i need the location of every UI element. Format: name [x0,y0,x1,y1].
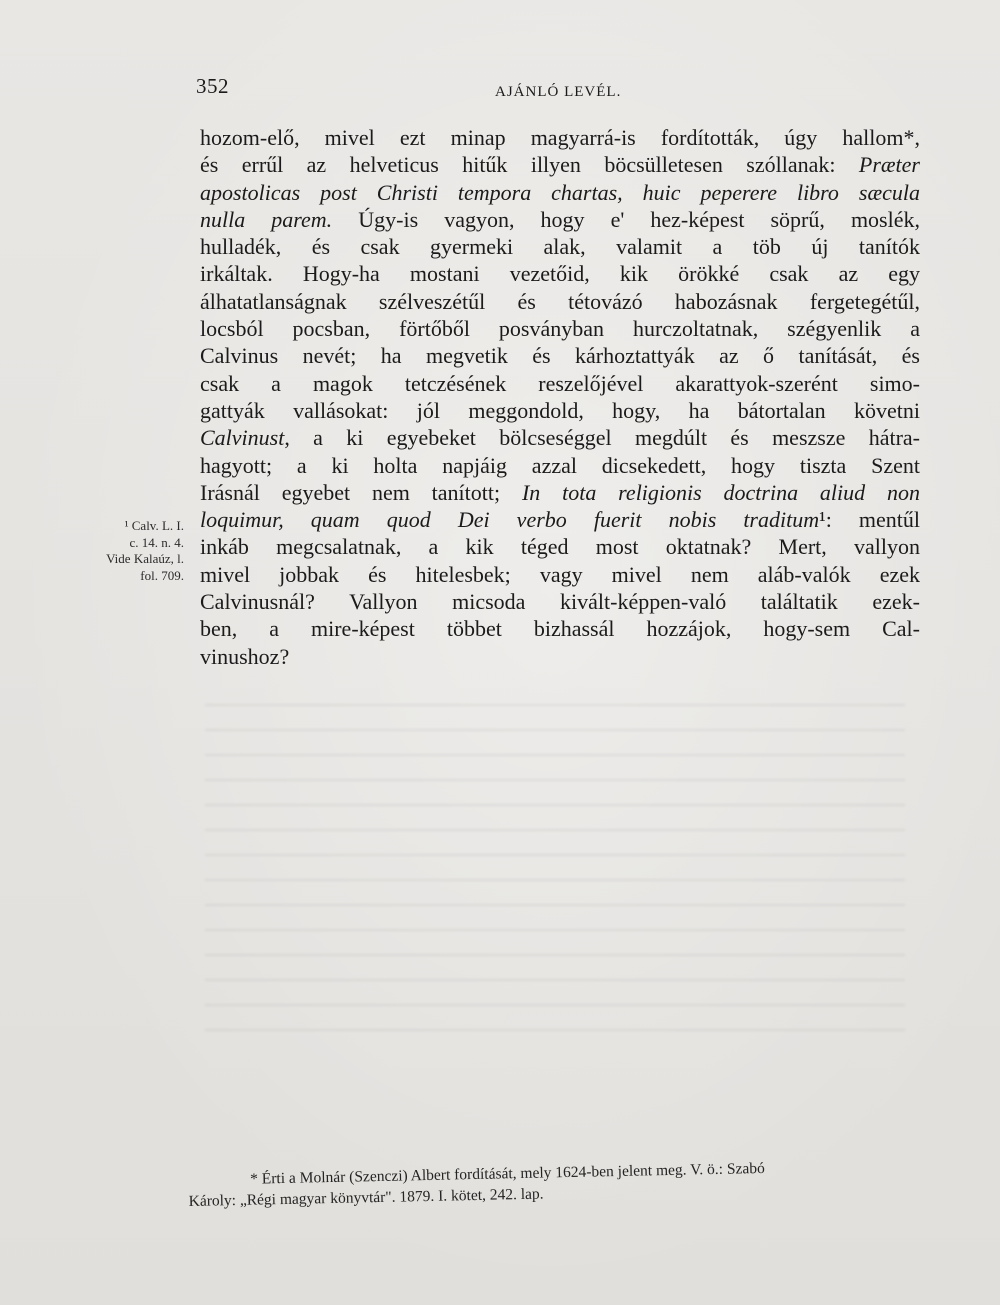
main-text-block [200,124,920,670]
text-line [200,479,920,506]
show-through-text [205,690,905,1050]
text-line [200,206,920,233]
text-segment: hozom-elő, mivel ezt minap magyarrá-is fordították, úgy hallom*, [200,125,920,150]
text-segment: hagyott; a ki holta napjáig azzal dicsekedett, hogy tiszta Szent [200,452,920,478]
text-segment: apostolicas post Christi tempora chartas, huic peperere libro sæcula [200,179,920,205]
text-line [200,342,920,369]
text-segment: Præter [858,152,920,178]
text-segment: locsból pocsban, förtőből posványban hurczoltatnak, szégyenlik a [200,316,920,342]
footnote [188,1155,909,1212]
text-line [200,506,920,533]
text-line [200,124,920,151]
text-line [200,151,920,178]
page-number: 352 [196,74,229,98]
text-segment: hulladék, és csak gyermeki alak, valamit a töb új tanítók [200,234,920,260]
margin-note-line: ¹ Calv. L. I. [124,518,184,533]
text-segment: Calvinus nevét; ha megvetik és kárhoztattyák az ő tanítását, és [200,343,920,369]
margin-note-line: c. 14. n. 4. [129,534,184,550]
text-segment: loquimur, quam quod Dei verbo fuerit nobis traditum [200,507,820,533]
text-segment: Irásnál egyebet nem tanított; [200,479,522,505]
margin-note-line: Vide Kalaúz, l. [106,551,184,566]
text-segment: mivel jobbak és hitelesbek; vagy mivel nem aláb-valók ezek [200,561,920,587]
text-segment: Úgy-is vagyon, hogy e' hez-képest söprű, moslék, [332,206,920,232]
text-line [200,260,920,287]
text-segment: Calvinusnál? Vallyon micsoda kivált-képpen-való találtatik ezek- [200,589,920,615]
text-segment: álhatatlanságnak szélveszétűl és tétovázó habozásnak fergetegétűl, [200,288,920,314]
text-line [200,452,920,479]
text-segment: ¹: mentűl [819,507,920,533]
text-segment: gattyák vallásokat: jól meggondold, hogy, ha bátortalan követni [200,397,920,423]
text-line [200,533,920,560]
text-line [200,643,920,670]
text-line [200,588,920,615]
text-segment: csak a magok tetczésének reszelőjével akarattyok-szerént simo- [200,370,920,396]
text-line [200,233,920,260]
text-segment: irkáltak. Hogy-ha mostani vezetőid, kik örökké csak az egy [200,261,920,287]
text-segment: , a ki egyebeket bölcseséggel megdúlt és meszsze hátra- [284,425,920,451]
text-segment: és errűl az helveticus hitűk illyen böcsülletesen szóllanak: [200,152,859,178]
text-segment: In tota religionis doctrina aliud non [521,479,921,505]
text-line [200,615,920,642]
text-segment: inkáb megcsalatnak, a kik téged most oktatnak? Mert, vallyon [200,534,920,560]
text-segment: nulla parem. [200,206,333,232]
text-line [200,288,920,315]
running-head: AJÁNLÓ LEVÉL. [495,84,622,100]
text-line [200,561,920,588]
text-line [200,179,920,206]
margin-note-line: fol. 709. [140,567,184,583]
text-segment: vinushoz? [200,643,290,669]
text-line [200,370,920,397]
text-line [200,397,920,424]
text-segment: ben, a mire-képest többet bizhassál hozzájok, hogy-sem Cal- [200,616,920,642]
margin-note [86,518,184,584]
text-segment: Calvinust [200,425,285,451]
footnote-line: * Érti a Molnár (Szenczi) Albert fordítását, mely 1624-ben jelent meg. V. ö.: Szabó [250,1159,765,1188]
text-line [200,424,920,451]
footnote-line: Károly: „Régi magyar könyvtár". 1879. I. kötet, 242. lap. [188,1185,544,1210]
text-line [200,315,920,342]
